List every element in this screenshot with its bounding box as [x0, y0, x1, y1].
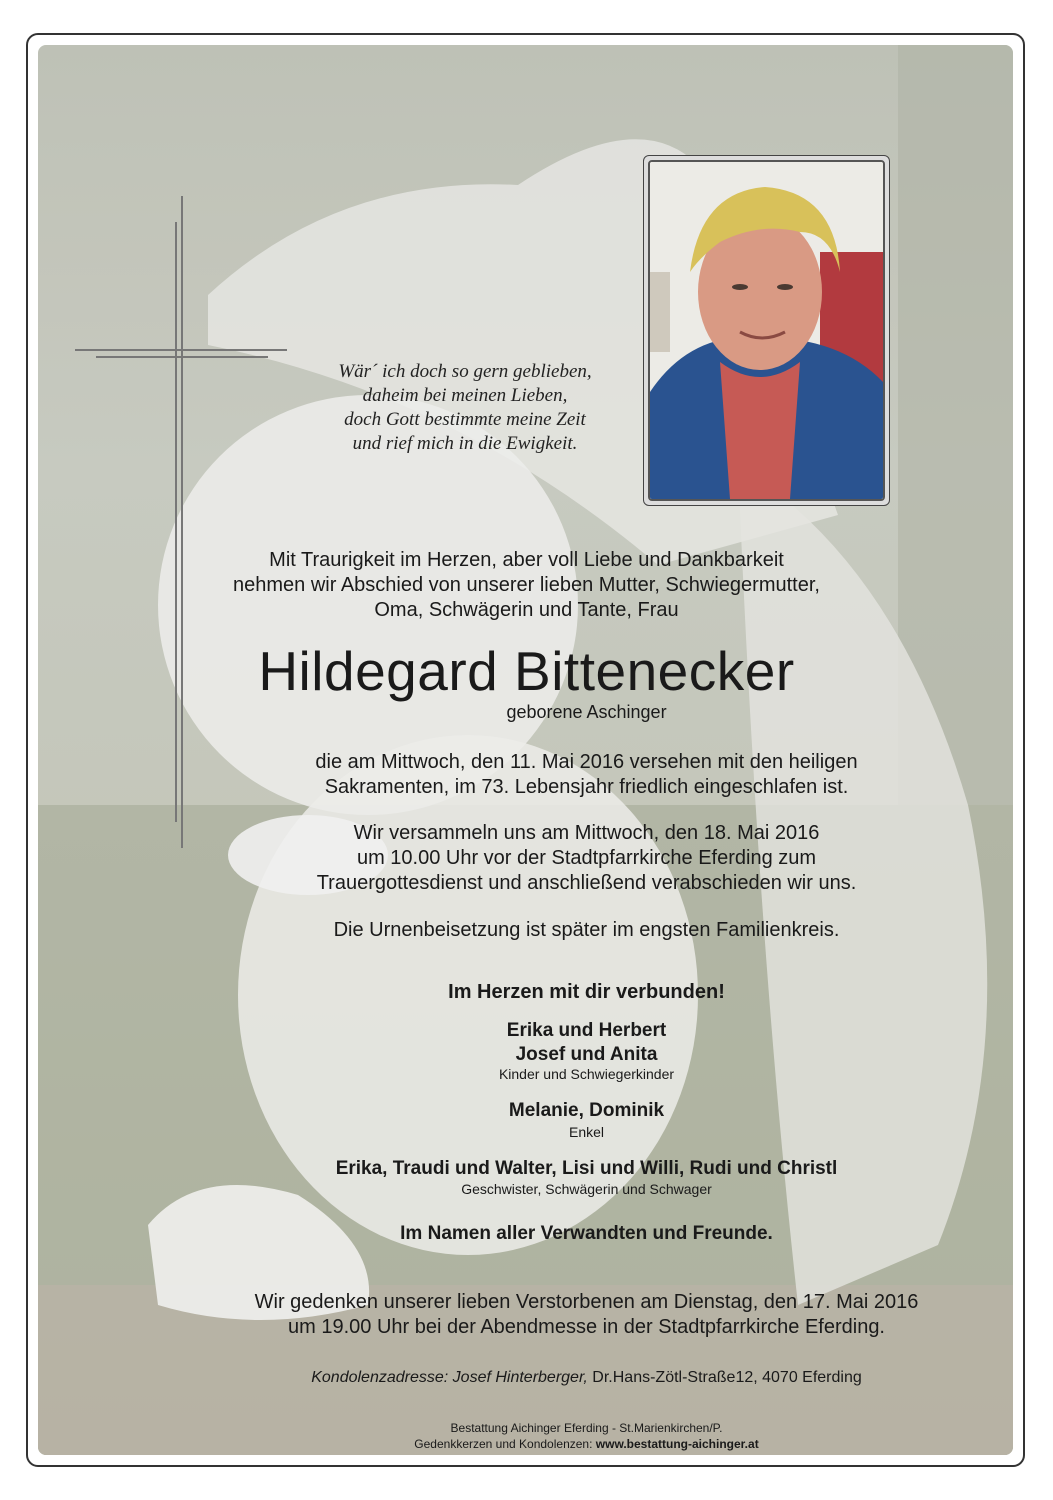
- mourner-names: Erika und Herbert: [506, 1020, 667, 1041]
- death-notice: [60, 750, 1053, 800]
- memorial-line: Wir gedenken unserer lieben Verstorbenen am Dienstag, den 17. Mai 2016: [254, 1291, 919, 1313]
- condolence-address: [60, 1369, 1053, 1387]
- death-line: die am Mittwoch, den 11. Mai 2016 versehen mit den heiligen: [315, 751, 858, 773]
- mourner-relation: Kinder und Schwiegerkinder: [498, 1066, 675, 1082]
- portrait-photo: [648, 160, 885, 501]
- intro-text: [0, 548, 1053, 623]
- intro-line: Mit Traurigkeit im Herzen, aber voll Liebe und Dankbarkeit: [269, 549, 784, 571]
- intro-line: nehmen wir Abschied von unserer lieben Mutter, Schwiegermutter,: [233, 574, 820, 596]
- mourner-relation: Enkel: [568, 1124, 605, 1140]
- cross-icon-horizontal-2: [96, 356, 268, 358]
- mourner-relation: Geschwister, Schwägerin und Schwager: [461, 1181, 712, 1197]
- condolence-label: Kondolenzadresse: Josef Hinterberger,: [311, 1369, 588, 1386]
- maiden-name: geborene Aschinger: [506, 702, 667, 722]
- deceased-name: Hildegard Bittenecker: [258, 640, 795, 702]
- death-line: Sakramenten, im 73. Lebensjahr friedlich eingeschlafen ist.: [324, 776, 849, 798]
- cross-icon-horizontal-1: [75, 349, 287, 351]
- portrait-frame: [643, 155, 890, 506]
- gathering-notice: [60, 821, 1053, 896]
- gathering-line: Trauergottesdienst und anschließend verabschieden wir uns.: [316, 872, 857, 894]
- mourner-group-children: [60, 1019, 1053, 1067]
- gathering-line: um 10.00 Uhr vor der Stadtpfarrkirche Eferding zum: [356, 847, 817, 869]
- footer-line-1: Bestattung Aichinger Eferding - St.Marienkirchen/P.: [450, 1421, 723, 1435]
- poem-line: und rief mich in die Ewigkeit.: [352, 433, 578, 454]
- mourner-names: Josef und Anita: [515, 1044, 658, 1065]
- mourner-names: Erika, Traudi und Walter, Lisi und Willi, Rudi und Christl: [335, 1158, 838, 1179]
- poem-line: doch Gott bestimmte meine Zeit: [344, 409, 586, 430]
- poem: [300, 360, 630, 456]
- poem-line: daheim bei meinen Lieben,: [362, 385, 568, 406]
- urn-notice: Die Urnenbeisetzung ist später im engsten Familienkreis.: [333, 919, 840, 941]
- footer-url-link[interactable]: www.bestattung-aichinger.at: [595, 1437, 759, 1451]
- condolence-street: Dr.Hans-Zötl-Straße12, 4070 Eferding: [592, 1369, 862, 1386]
- intro-line: Oma, Schwägerin und Tante, Frau: [374, 599, 679, 621]
- mourner-names: Melanie, Dominik: [508, 1100, 665, 1121]
- motto: Im Herzen mit dir verbunden!: [448, 981, 725, 1003]
- all-relatives: Im Namen aller Verwandten und Freunde.: [400, 1223, 773, 1244]
- memorial-notice: [60, 1290, 1053, 1340]
- cross-icon-vertical-1: [175, 222, 177, 822]
- footer: [60, 1420, 1053, 1452]
- memorial-line: um 19.00 Uhr bei der Abendmesse in der Stadtpfarrkirche Eferding.: [288, 1316, 885, 1338]
- footer-label: Gedenkkerzen und Kondolenzen:: [414, 1437, 593, 1451]
- poem-line: Wär´ ich doch so gern geblieben,: [338, 361, 592, 382]
- gathering-line: Wir versammeln uns am Mittwoch, den 18. Mai 2016: [353, 822, 820, 844]
